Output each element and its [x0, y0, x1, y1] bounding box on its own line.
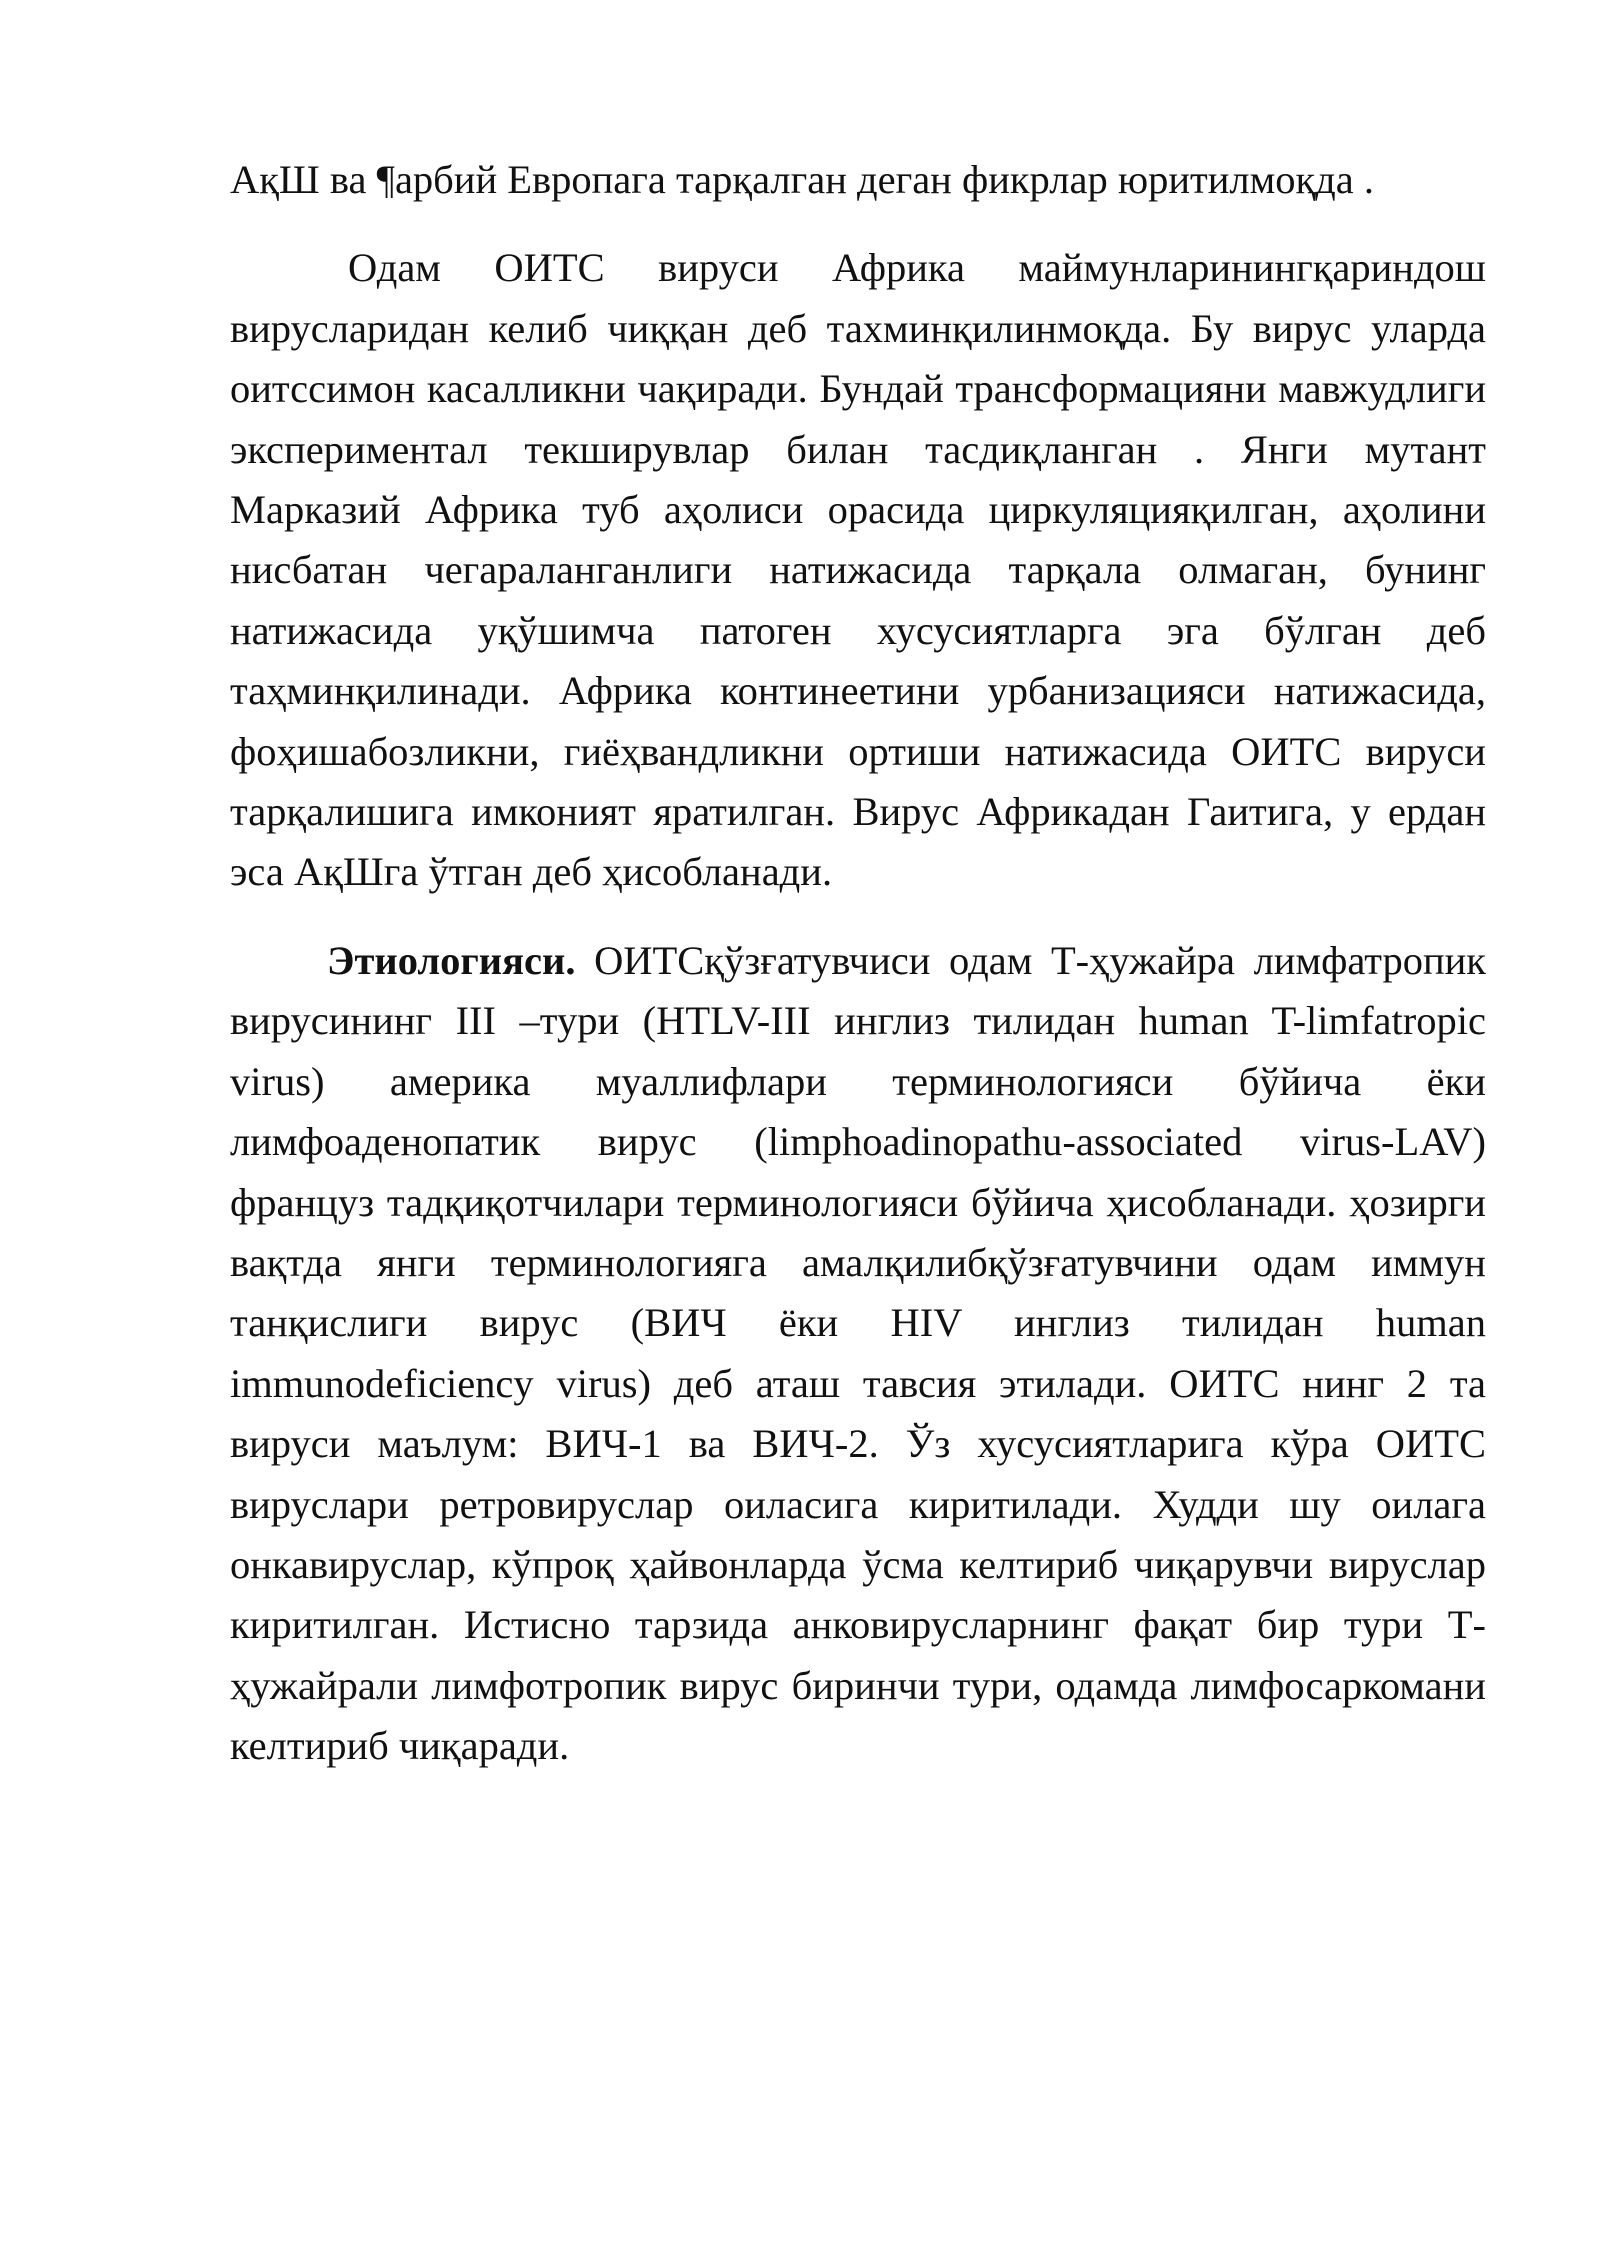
paragraph-3 [230, 931, 1486, 1777]
etiology-heading: Этиологияси. [327, 937, 576, 983]
paragraph-1 [230, 150, 1486, 210]
paragraph-1-text: АқШ ва ¶арбий Европага тарқалган деган фикрлар юритилмоқда . [230, 157, 1374, 202]
document-body [230, 150, 1486, 1777]
paragraph-3-text: ОИТСқўзғатувчиси одам Т-ҳужайра лимфатропик вирусининг III –тури (HTLV-III инглиз тилидан human T-limfatropic virus) америка муаллифлари терминологияси бўйича ёки лимфоаденопатик вирус (limphoadinopathu-associated virus-LAV) француз тадқиқотчилари терминологияси бўйича ҳисобланади. ҳозирги вақтда янги терминологияга амалқилибқўзғатувчини одам иммун танқислиги вирус (ВИЧ ёки HIV инглиз тилидан human immunodeficiency virus) деб аташ тавсия этилади. ОИТС нинг 2 та вируси маълум: ВИЧ-1 ва ВИЧ-2. Ўз хусусиятларига кўра ОИТС вируслари ретровируслар оиласига киритилади. Худди шу оилага онкавируслар, кўпроқ ҳайвонларда ўсма келтириб чиқарувчи вируслар киритилган. Истисно тарзида анковирусларнинг фақат бир тури Т-ҳужайрали лимфотропик вирус биринчи тури, одамда лимфосаркомани келтириб чиқаради. [230, 937, 1486, 1769]
paragraph-2-text: Одам ОИТС вируси Африка маймунларинингқариндош вирусларидан келиб чиққан деб тахминқилинмоқда. Бу вирус уларда оитссимон касалликни чақиради. Бундай трансформацияни мавжудлиги экспериментал текширувлар билан тасдиқланган . Янги мутант Марказий Африка туб аҳолиси орасида циркуляцияқилган, аҳолини нисбатан чегараланганлиги натижасида тарқала олмаган, бунинг натижасида уқўшимча патоген хусусиятларга эга бўлган деб таҳминқилинади. Африка континеетини урбанизацияси натижасида, фоҳишабозликни, гиёҳвандликни ортиши натижасида ОИТС вируси тарқалишига имконият яратилган. Вирус Африкадан Гаитига, у ердан эса АқШга ўтган деб ҳисобланади. [230, 245, 1486, 895]
paragraph-2 [230, 238, 1486, 902]
